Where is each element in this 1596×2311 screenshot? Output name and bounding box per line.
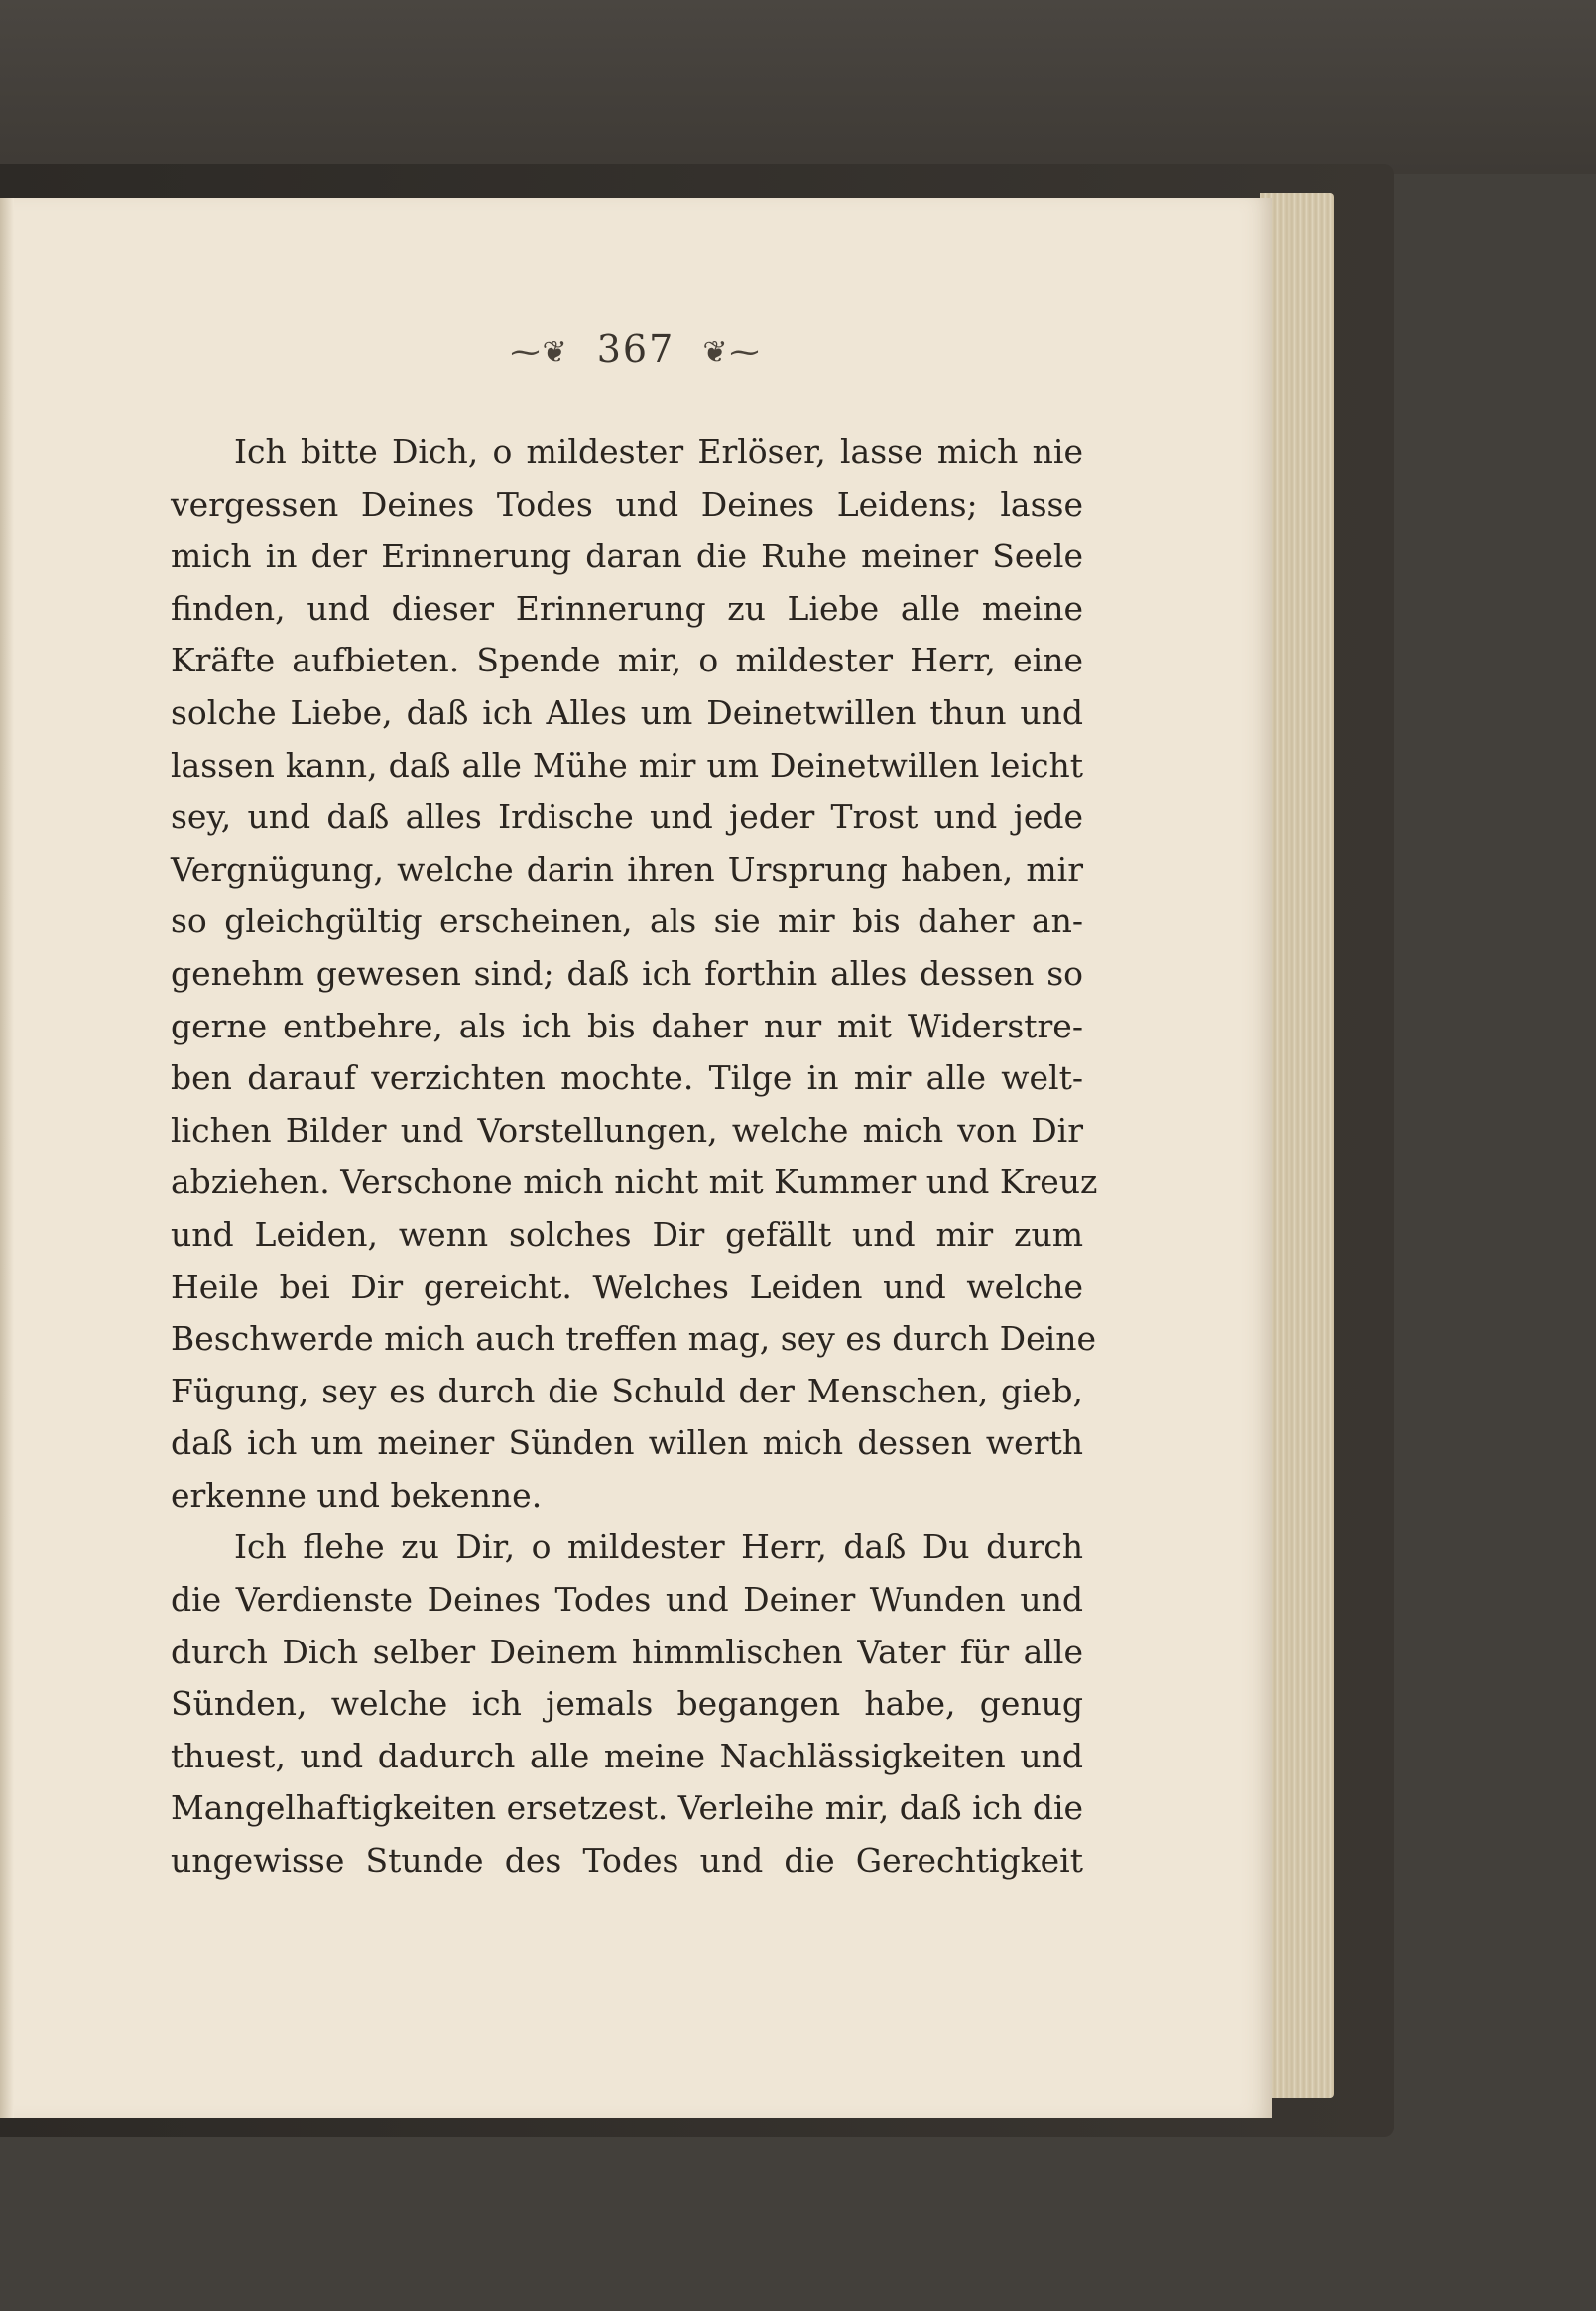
text-line: lassen kann, daß alle Mühe mir um Deinetwillen leicht	[171, 745, 1083, 785]
text-line: Sünden, welche ich jemals begangen habe, genug	[171, 1684, 1083, 1724]
text-line: die Verdienste Deines Todes und Deiner Wunden und	[171, 1580, 1083, 1620]
text-line: solche Liebe, daß ich Alles um Deinetwillen thun und	[171, 692, 1083, 732]
page-header	[0, 327, 1272, 371]
text-line: lichen Bilder und Vorstellungen, welche mich von Dir	[171, 1110, 1083, 1150]
text-line: daß ich um meiner Sünden willen mich dessen werth	[171, 1423, 1083, 1463]
text-line: Heile bei Dir gereicht. Welches Leiden und welche	[171, 1267, 1083, 1306]
ornament-left-icon: ⁓❦	[510, 335, 569, 370]
text-line: Ich bitte Dich, o mildester Erlöser, lasse mich nie	[234, 432, 1083, 471]
text-line: Kräfte aufbieten. Spende mir, o mildester Herr, eine	[171, 641, 1083, 680]
text-line: ungewisse Stunde des Todes und die Gerechtigkeit	[171, 1841, 1083, 1881]
text-line: Ich flehe zu Dir, o mildester Herr, daß Du durch	[234, 1527, 1083, 1567]
text-line: erkenne und bekenne.	[171, 1475, 543, 1515]
page-gutter	[0, 198, 14, 2118]
text-line: finden, und dieser Erinnerung zu Liebe alle meine	[171, 588, 1083, 628]
text-line: gerne entbehre, als ich bis daher nur mit Widerstre-	[171, 1006, 1083, 1045]
text-line: ben darauf verzichten mochte. Tilge in mir alle welt-	[171, 1058, 1083, 1098]
text-line: genehm gewesen sind; daß ich forthin alles dessen so	[171, 953, 1083, 993]
text-line: so gleichgültig erscheinen, als sie mir bis daher an-	[171, 902, 1083, 941]
text-line: abziehen. Verschone mich nicht mit Kummer und Kreuz	[171, 1162, 1098, 1202]
body-text	[171, 426, 1098, 1887]
text-line: Beschwerde mich auch treffen mag, sey es durch Deine	[171, 1319, 1096, 1359]
text-line: sey, und daß alles Irdische und jeder Trost und jede	[171, 797, 1083, 837]
text-line: Fügung, sey es durch die Schuld der Menschen, gieb,	[171, 1371, 1083, 1410]
text-line: durch Dich selber Deinem himmlischen Vater für alle	[171, 1632, 1083, 1671]
ornament-right-icon: ❦⁓	[702, 335, 762, 370]
text-line: thuest, und dadurch alle meine Nachlässigkeiten und	[171, 1736, 1083, 1775]
text-line: Mangelhaftigkeiten ersetzest. Verleihe mir, daß ich die	[171, 1788, 1084, 1828]
backdrop	[0, 0, 1596, 174]
text-line: Vergnügung, welche darin ihren Ursprung haben, mir	[171, 849, 1083, 889]
page-number: 367	[596, 327, 675, 371]
text-line: und Leiden, wenn solches Dir gefällt und mir zum	[171, 1214, 1083, 1254]
text-line: vergessen Deines Todes und Deines Leidens; lasse	[171, 484, 1083, 524]
text-line: mich in der Erinnerung daran die Ruhe meiner Seele	[171, 537, 1083, 576]
